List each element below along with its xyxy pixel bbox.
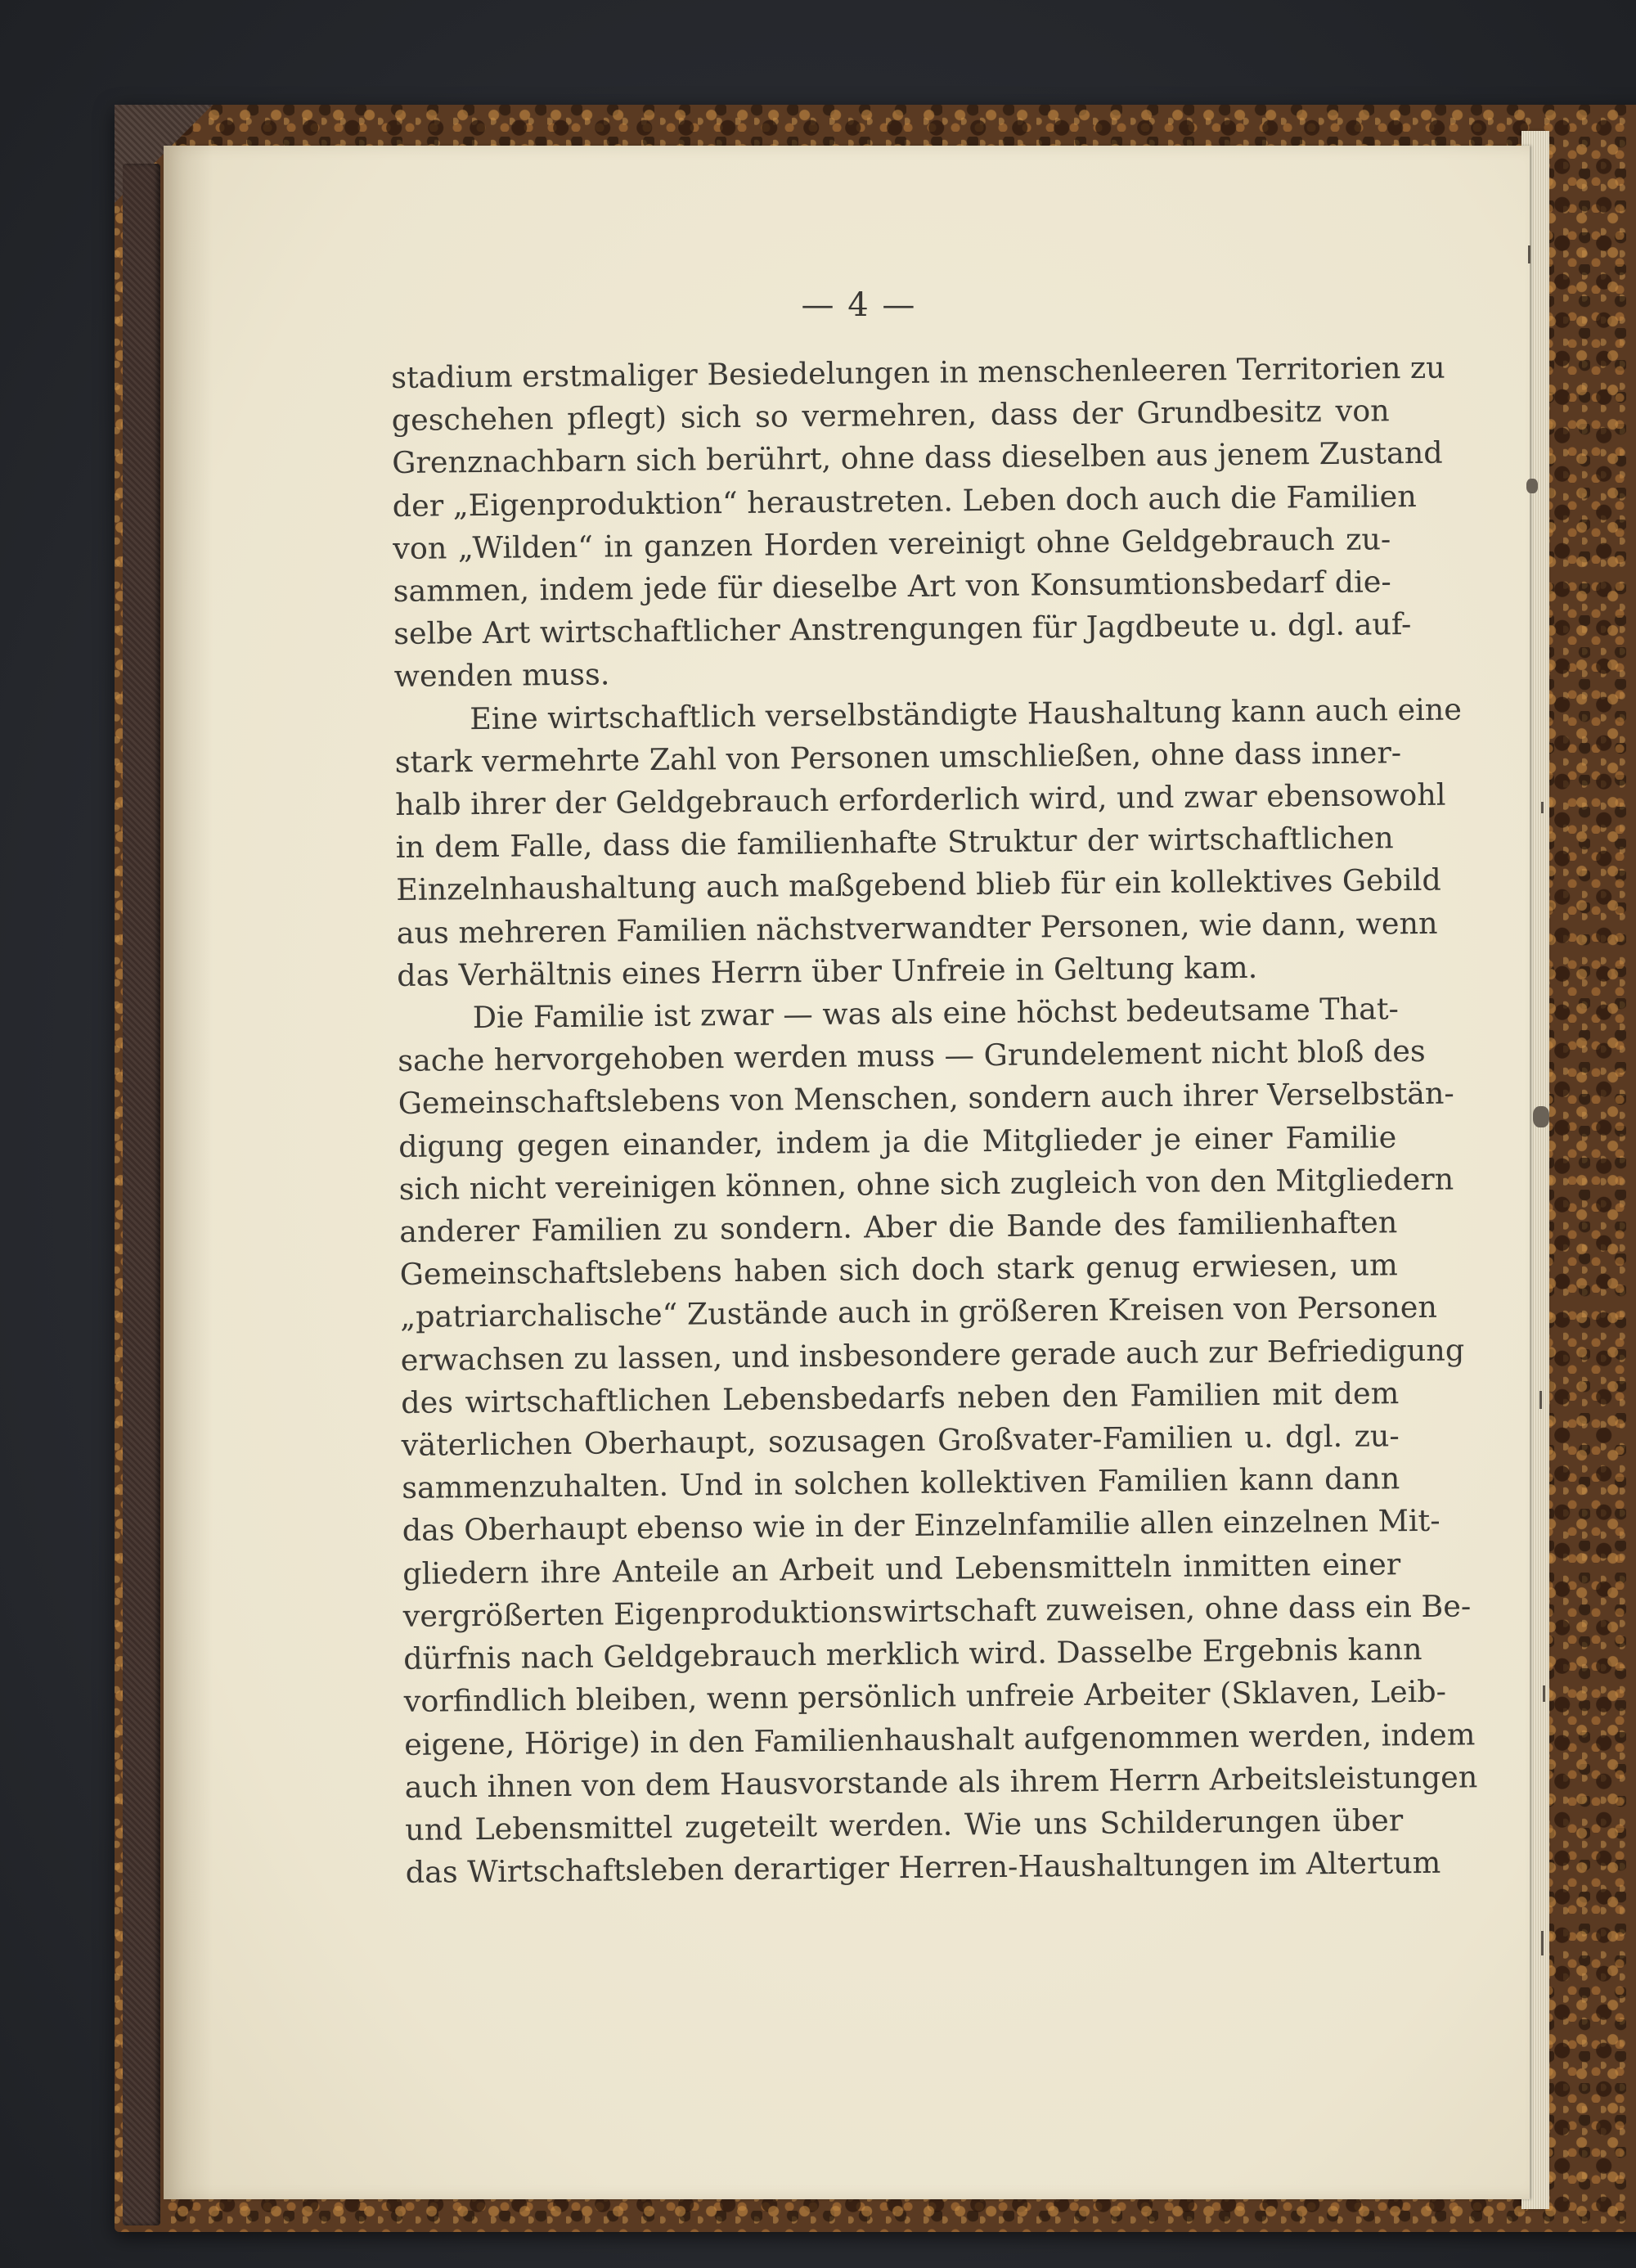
text-line: Gemeinschaftslebens von Menschen, sondern auch ihrer Verselbstän- <box>398 1076 1454 1122</box>
edge-mark <box>1528 245 1530 263</box>
text-line: vorfindlich bleiben, wenn persönlich unfreie Arbeiter (Sklaven, Leib- <box>403 1673 1447 1720</box>
text-line: erwachsen zu lassen, und insbesondere gerade auch zur Befriedigung <box>400 1332 1465 1378</box>
edge-mark <box>1541 1931 1544 1955</box>
text-line: geschehen pflegt) sich so vermehren, dass der Grundbesitz von <box>391 393 1390 439</box>
text-line: anderer Familien zu sondern. Aber die Bande des familienhaften <box>399 1204 1398 1250</box>
text-line: Einzelnhaushaltung auch maßgebend blieb für ein kollektives Gebild <box>396 862 1441 908</box>
text-line: sammenzuhalten. Und in solchen kollektiven Familien kann dann <box>402 1460 1400 1506</box>
text-line: eigene, Hörige) in den Familienhaushalt aufgenommen werden, indem <box>404 1716 1476 1762</box>
edge-speck <box>1526 479 1538 493</box>
edge-mark <box>1541 802 1544 813</box>
text-line: und Lebensmittel zugeteilt werden. Wie uns Schilderungen über <box>405 1802 1404 1847</box>
text-line: das Wirtschaftsleben derartiger Herren-Haushaltungen im Altertum <box>405 1844 1441 1891</box>
gutter-shadow <box>164 146 213 2199</box>
paragraph <box>394 689 1463 997</box>
text-line: das Oberhaupt ebenso wie in der Einzelnfamilie allen einzelnen Mit- <box>402 1503 1440 1549</box>
text-line: auch ihnen von dem Hausvorstande als ihrem Herrn Arbeitsleistungen <box>404 1759 1478 1805</box>
text-line: vergrößerten Eigenproduktionswirtschaft zuweisen, ohne dass ein Be- <box>402 1588 1472 1634</box>
text-line: selbe Art wirtschaftlicher Anstrengungen für Jagdbeute u. dgl. auf- <box>393 606 1412 652</box>
body-text <box>391 347 1478 1894</box>
edge-mark <box>1539 1391 1542 1409</box>
text-line: Eine wirtschaftlich verselbständigte Haushaltung kann auch eine <box>470 691 1463 736</box>
text-line: des wirtschaftlichen Lebensbedarfs neben den Familien mit dem <box>401 1375 1400 1420</box>
paragraph <box>391 347 1445 698</box>
text-line: digung gegen einander, indem ja die Mitglieder je einer Familie <box>398 1118 1397 1164</box>
paragraph <box>398 988 1478 1894</box>
text-line: „patriarchalische“ Zustände auch in größeren Kreisen von Personen <box>400 1289 1438 1335</box>
edge-mark <box>1543 1685 1545 1702</box>
text-line: von „Wilden“ in ganzen Horden vereinigt ohne Geldgebrauch zu- <box>393 521 1391 566</box>
text-line: sich nicht vereinigen können, ohne sich zugleich von den Mitgliedern <box>398 1161 1454 1207</box>
text-line: sammen, indem jede für dieselbe Art von Konsumtionsbedarf die- <box>393 564 1391 610</box>
text-line: Gemeinschaftslebens haben sich doch stark genug erwiesen, um <box>399 1247 1398 1293</box>
page-number: — 4 — <box>801 286 917 324</box>
text-line: in dem Falle, dass die familienhafte Struktur der wirtschaftlichen <box>395 820 1394 866</box>
text-line: stadium erstmaliger Besiedelungen in menschenleeren Territorien zu <box>391 349 1445 395</box>
text-line: halb ihrer der Geldgebrauch erforderlich wird, und zwar ebensowohl <box>395 776 1446 823</box>
text-line: wenden muss. <box>393 656 610 695</box>
spine-cloth-binding <box>123 164 160 2225</box>
text-line: Grenznachbarn sich berührt, ohne dass dieselben aus jenem Zustand <box>392 435 1443 481</box>
text-line: gliedern ihre Anteile an Arbeit und Lebensmitteln inmitten einer <box>402 1546 1401 1591</box>
text-line: das Verhältnis eines Herrn über Unfreie in Geltung kam. <box>397 949 1258 993</box>
text-line: aus mehreren Familien nächstverwandter Personen, wie dann, wenn <box>396 905 1438 951</box>
text-line: sache hervorgehoben werden muss — Grundelement nicht bloß des <box>398 1033 1426 1079</box>
text-line: stark vermehrte Zahl von Personen umschließen, ohne dass inner- <box>394 734 1402 780</box>
text-line: dürfnis nach Geldgebrauch merklich wird. Dasselbe Ergebnis kann <box>403 1631 1423 1677</box>
text-line: Die Familie ist zwar — was als eine höchst bedeutsame That- <box>472 991 1400 1036</box>
text-line: väterlichen Oberhaupt, sozusagen Großvater-Familien u. dgl. zu- <box>401 1418 1400 1464</box>
text-line: der „Eigenproduktion“ heraustreten. Leben doch auch die Familien <box>392 478 1417 524</box>
edge-speck <box>1533 1106 1549 1127</box>
